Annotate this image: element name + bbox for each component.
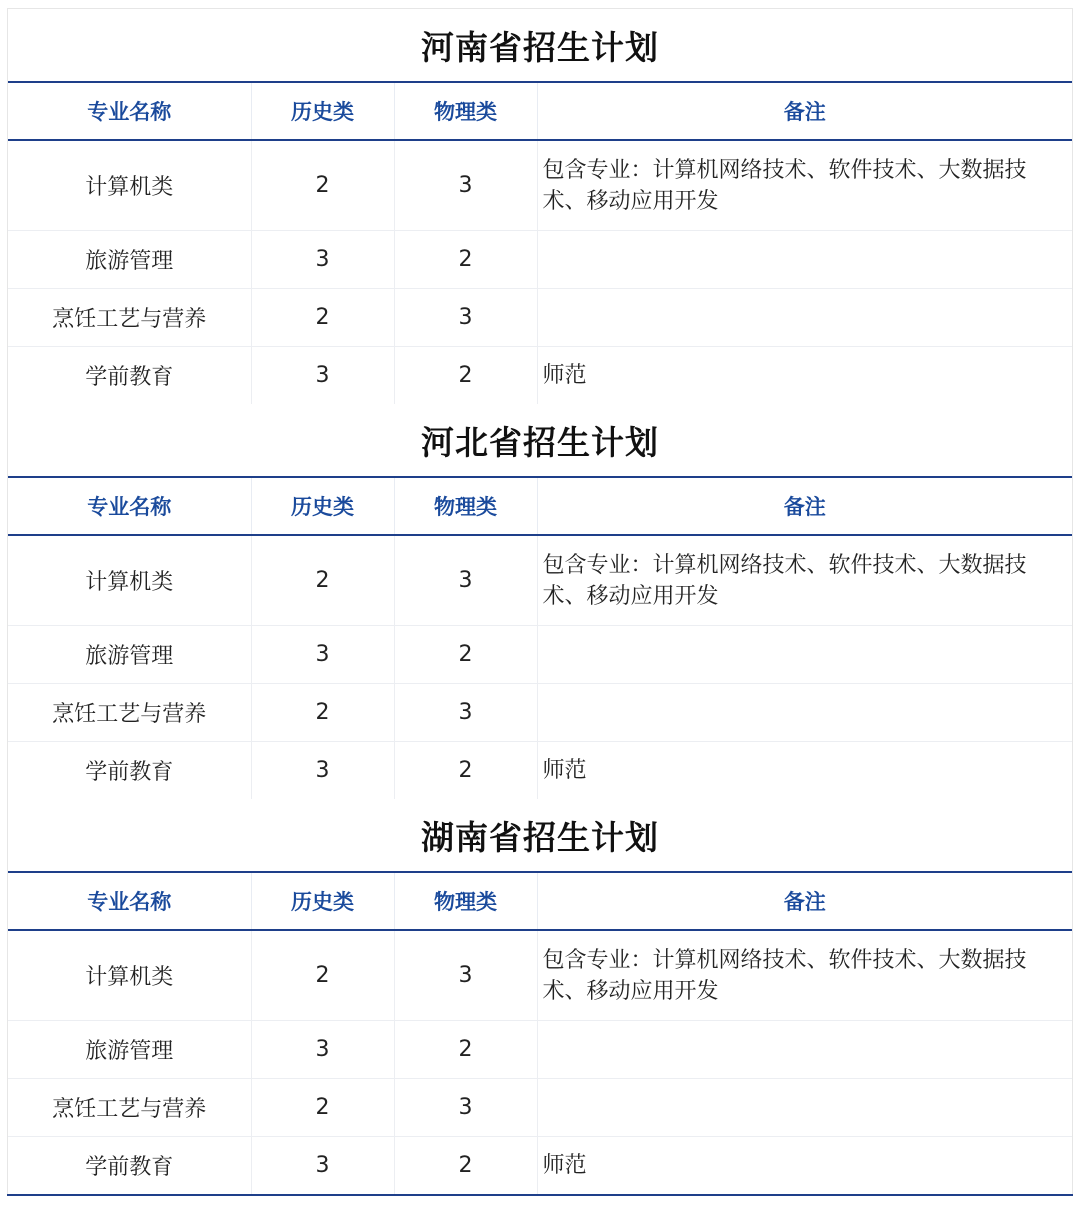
cell-history: 2 — [251, 140, 394, 230]
table-row — [8, 625, 1072, 683]
header-major: 专业名称 — [8, 872, 251, 930]
cell-history: 3 — [251, 230, 394, 288]
cell-note: 包含专业：计算机网络技术、软件技术、大数据技术、移动应用开发 — [537, 140, 1072, 230]
section-henan — [8, 9, 1072, 404]
cell-history: 3 — [251, 346, 394, 404]
header-physics: 物理类 — [394, 82, 537, 140]
cell-physics: 2 — [394, 625, 537, 683]
cell-history: 2 — [251, 288, 394, 346]
cell-history: 2 — [251, 535, 394, 625]
cell-physics: 2 — [394, 1020, 537, 1078]
section-hebei — [8, 404, 1072, 799]
cell-physics: 3 — [394, 1078, 537, 1136]
header-history: 历史类 — [251, 872, 394, 930]
table-row — [8, 288, 1072, 346]
cell-major: 学前教育 — [8, 346, 251, 404]
enrollment-table — [8, 871, 1072, 1194]
cell-major: 计算机类 — [85, 174, 174, 200]
section-title: 湖南省招生计划 — [421, 817, 659, 857]
cell-major: 烹饪工艺与营养 — [8, 683, 251, 741]
header-major: 专业名称 — [8, 82, 251, 140]
cell-note: 师范 — [537, 741, 1072, 799]
cell-physics: 3 — [394, 930, 537, 1020]
table-row — [8, 535, 1072, 625]
bottom-divider — [7, 1194, 1073, 1196]
header-note: 备注 — [537, 82, 1072, 140]
cell-major: 旅游管理 — [8, 625, 251, 683]
cell-history: 3 — [251, 741, 394, 799]
section-title: 河北省招生计划 — [421, 422, 659, 462]
table-row — [8, 1136, 1072, 1194]
cell-major: 旅游管理 — [8, 230, 251, 288]
table-header-row — [8, 477, 1072, 535]
section-hunan — [8, 799, 1072, 1194]
cell-note — [537, 625, 1072, 683]
cell-history: 3 — [251, 625, 394, 683]
cell-physics: 3 — [394, 535, 537, 625]
cell-major: 计算机类 — [85, 964, 174, 990]
table-row — [8, 346, 1072, 404]
cell-history: 2 — [251, 683, 394, 741]
enrollment-plan-document — [7, 8, 1073, 1194]
header-major: 专业名称 — [8, 477, 251, 535]
cell-major: 学前教育 — [8, 741, 251, 799]
cell-note: 包含专业：计算机网络技术、软件技术、大数据技术、移动应用开发 — [537, 930, 1072, 1020]
header-history: 历史类 — [251, 477, 394, 535]
cell-physics: 3 — [394, 288, 537, 346]
section-title: 河南省招生计划 — [421, 27, 659, 67]
cell-note: 师范 — [537, 1136, 1072, 1194]
cell-history: 2 — [251, 1078, 394, 1136]
header-history: 历史类 — [251, 82, 394, 140]
table-header-row — [8, 872, 1072, 930]
cell-note: 师范 — [537, 346, 1072, 404]
table-row — [8, 683, 1072, 741]
cell-physics: 2 — [394, 741, 537, 799]
cell-note: 包含专业：计算机网络技术、软件技术、大数据技术、移动应用开发 — [537, 535, 1072, 625]
header-note: 备注 — [537, 872, 1072, 930]
header-physics: 物理类 — [394, 477, 537, 535]
cell-note — [537, 683, 1072, 741]
cell-physics: 3 — [394, 140, 537, 230]
cell-history: 2 — [251, 930, 394, 1020]
enrollment-table — [8, 81, 1072, 404]
table-row — [8, 230, 1072, 288]
cell-note — [537, 230, 1072, 288]
cell-physics: 2 — [394, 346, 537, 404]
table-row — [8, 741, 1072, 799]
table-header-row — [8, 82, 1072, 140]
cell-major: 计算机类 — [85, 569, 174, 595]
table-row — [8, 1078, 1072, 1136]
cell-physics: 2 — [394, 1136, 537, 1194]
enrollment-table — [8, 476, 1072, 799]
cell-major: 烹饪工艺与营养 — [8, 1078, 251, 1136]
cell-note — [537, 288, 1072, 346]
cell-note — [537, 1020, 1072, 1078]
header-physics: 物理类 — [394, 872, 537, 930]
cell-note — [537, 1078, 1072, 1136]
cell-major: 旅游管理 — [8, 1020, 251, 1078]
table-row — [8, 1020, 1072, 1078]
cell-major: 学前教育 — [8, 1136, 251, 1194]
cell-history: 3 — [251, 1136, 394, 1194]
cell-physics: 2 — [394, 230, 537, 288]
table-row — [8, 930, 1072, 1020]
cell-history: 3 — [251, 1020, 394, 1078]
header-note: 备注 — [537, 477, 1072, 535]
cell-major: 烹饪工艺与营养 — [8, 288, 251, 346]
cell-physics: 3 — [394, 683, 537, 741]
table-row — [8, 140, 1072, 230]
